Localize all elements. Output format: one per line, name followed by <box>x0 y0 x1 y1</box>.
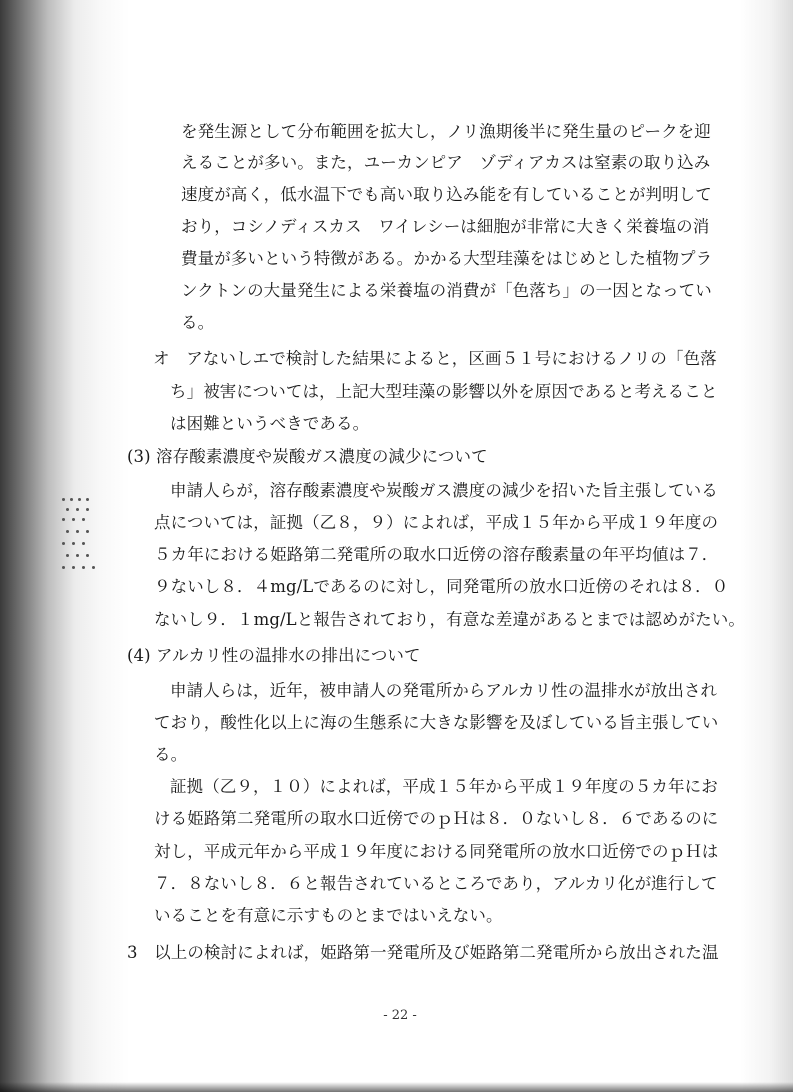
text-line: ンクトンの大量発生による栄養塩の消費が「色落ち」の一因となってい <box>181 281 712 300</box>
text-line: ないし９．１mg/Lと報告されており，有意な差違があるとまでは認めがたい。 <box>154 610 745 629</box>
text-line: 証拠（乙９，１０）によれば，平成１５年から平成１９年度の５カ年にお <box>170 777 718 796</box>
page-number: - 22 - <box>383 1008 417 1023</box>
text-line: おり，コシノディスカス ワイレシーは細胞が非常に大きく栄養塩の消 <box>181 217 710 236</box>
section-heading: (4) アルカリ性の温排水の排出について <box>127 646 421 665</box>
text-line: ける姫路第二発電所の取水口近傍でのｐＨは８．０ないし８．６であるのに <box>154 809 719 828</box>
section-heading: 3 以上の検討によれば，姫路第一発電所及び姫路第二発電所から放出された温 <box>127 943 719 962</box>
text-line: は困難というべきである。 <box>170 414 370 433</box>
text-line: 申請人らが，溶存酸素濃度や炭酸ガス濃度の減少を招いた旨主張している <box>170 481 718 500</box>
text-line: ち」被害については，上記大型珪藻の影響以外を原因であると考えること <box>170 382 718 401</box>
text-line: ており，酸性化以上に海の生態系に大きな影響を及ぼしている旨主張してい <box>154 713 719 732</box>
text-line: 費量が多いという特徴がある。かかる大型珪藻をはじめとした植物プラ <box>181 249 713 268</box>
scan-edge-shadow <box>0 1082 793 1092</box>
text-line: る。 <box>154 745 188 764</box>
text-line: 点については，証拠（乙８，９）によれば，平成１５年から平成１９年度の <box>154 513 719 532</box>
text-line: る。 <box>181 313 215 332</box>
text-line: 対し，平成元年から平成１９年度における同発電所の放水口近傍でのｐＨは <box>154 842 719 861</box>
text-line: いることを有意に示すものとまではいえない。 <box>154 906 503 925</box>
text-line: オ アないしエで検討した結果によると，区画５１号におけるノリの「色落 <box>153 349 717 368</box>
text-line: 速度が高く，低水温下でも高い取り込み能を有していることが判明して <box>181 185 712 204</box>
text-line: ９ないし８．４mg/Lであるのに対し，同発電所の放水口近傍のそれは８．０ <box>154 577 729 596</box>
text-line: 申請人らは，近年，被申請人の発電所からアルカリ性の温排水が放出され <box>170 681 718 700</box>
section-heading: (3) 溶存酸素濃度や炭酸ガス濃度の減少について <box>127 447 488 466</box>
text-line: を発生源として分布範囲を拡大し，ノリ漁期後半に発生量のピークを迎 <box>181 122 711 141</box>
text-line: えることが多い。また，ユーカンピア ゾディアカスは窒素の取り込み <box>181 153 711 172</box>
binding-punch-holes <box>62 498 102 578</box>
text-line: ７．８ないし８．６と報告されているところであり，アルカリ化が進行して <box>154 874 718 893</box>
text-line: ５カ年における姫路第二発電所の取水口近傍の溶存酸素量の年平均値は７． <box>154 545 719 564</box>
